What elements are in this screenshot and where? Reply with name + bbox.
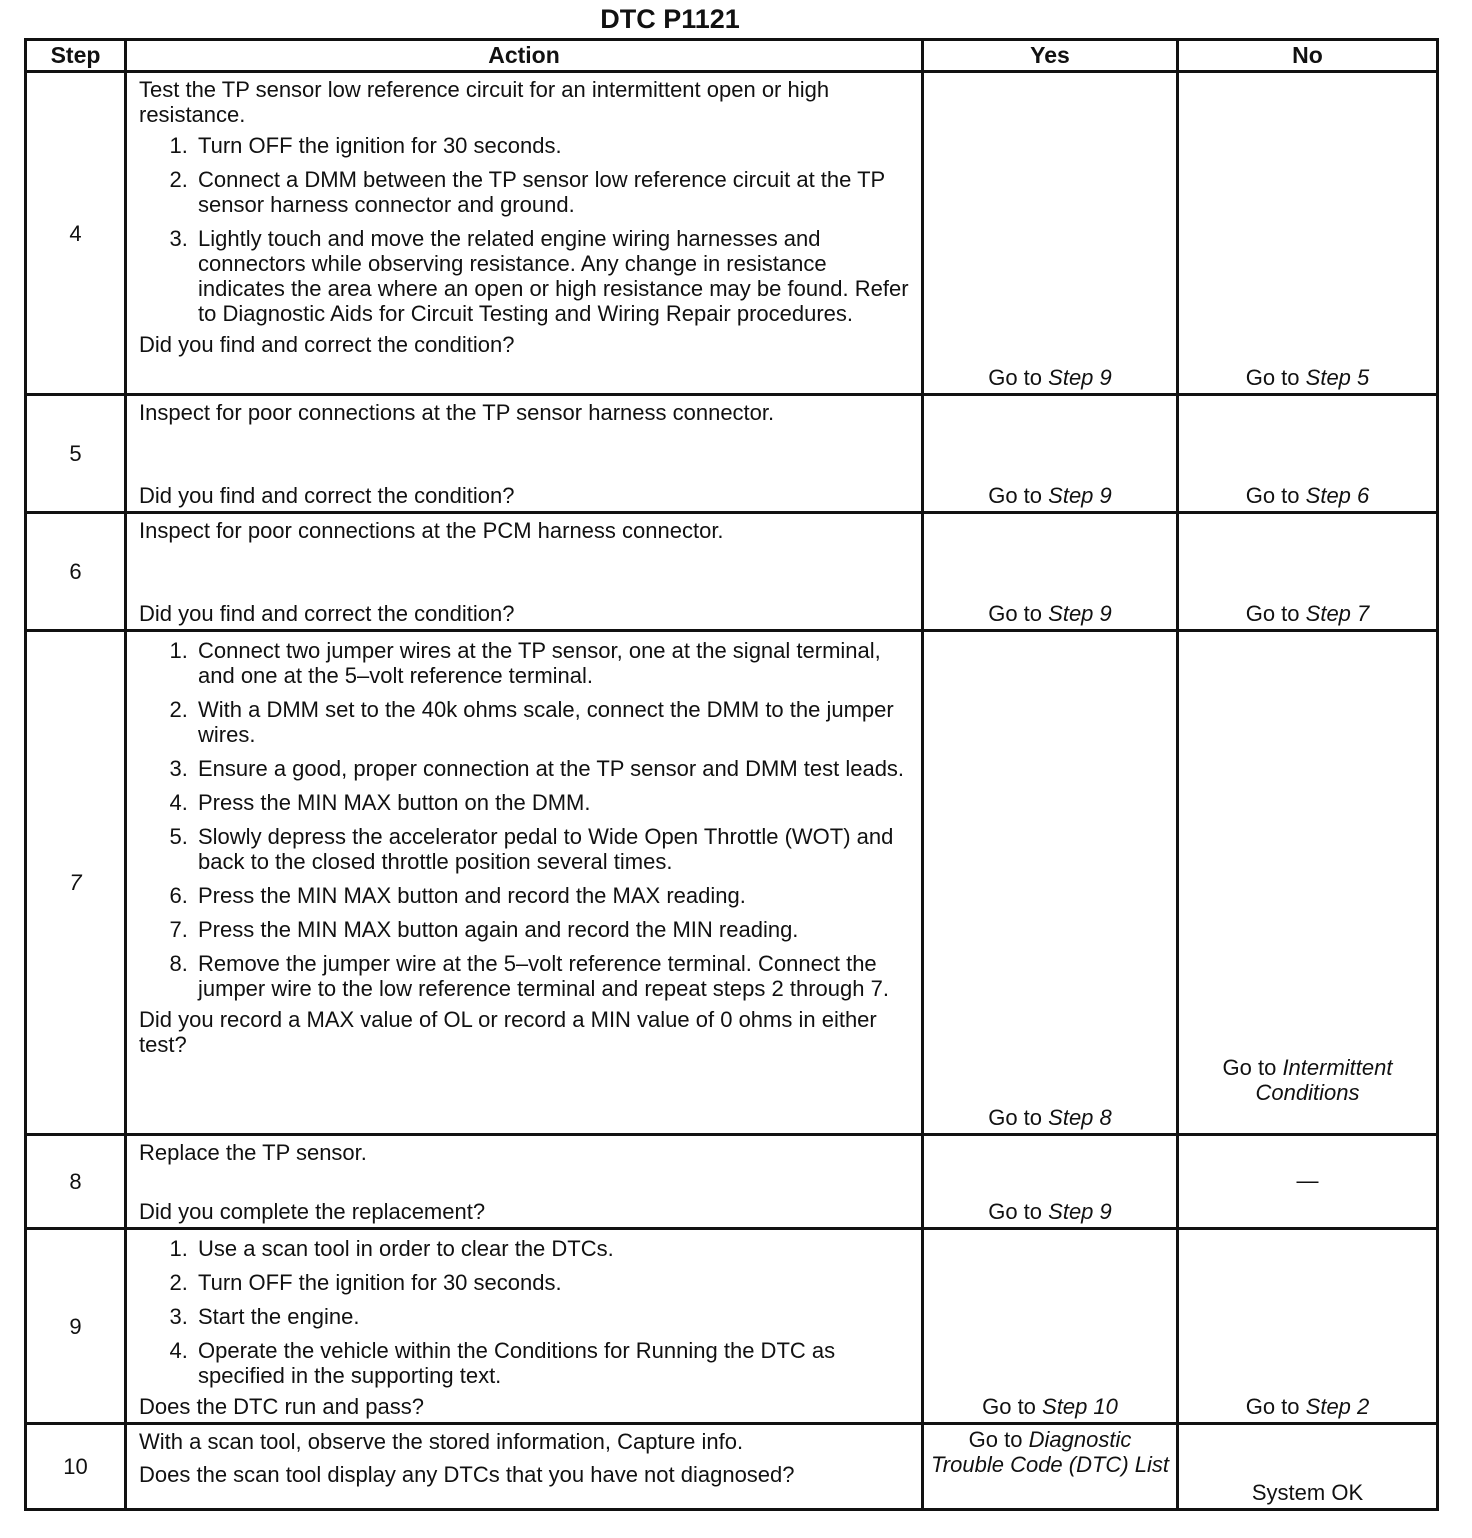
- no-link[interactable]: Step 7: [1305, 601, 1370, 626]
- yes-prefix: Go to: [982, 1394, 1036, 1419]
- action-steps: [139, 133, 911, 326]
- yes-prefix: Go to: [988, 483, 1043, 508]
- action-cell: [126, 72, 923, 395]
- action-steps: [139, 638, 911, 1001]
- yes-cell: [923, 1229, 1178, 1424]
- list-item: 3. Ensure a good, proper connection at the TP sensor and DMM test leads.: [194, 756, 911, 781]
- action-intro: Inspect for poor connections at the PCM harness connector.: [139, 518, 724, 543]
- list-item: 1. Use a scan tool in order to clear the DTCs.: [194, 1236, 911, 1261]
- list-item: 6. Press the MIN MAX button and record the MAX reading.: [194, 883, 911, 908]
- yes-prefix: Go to: [988, 1199, 1043, 1224]
- yes-cell: [923, 72, 1178, 395]
- list-item: 7. Press the MIN MAX button again and record the MIN reading.: [194, 917, 911, 942]
- no-prefix: Go to: [1245, 1394, 1300, 1419]
- no-cell: System OK: [1178, 1424, 1438, 1510]
- yes-cell: [923, 631, 1178, 1135]
- yes-link[interactable]: Diagnostic Trouble Code (DTC) List: [931, 1427, 1169, 1477]
- table-row: [26, 513, 1438, 631]
- action-intro: Test the TP sensor low reference circuit for an intermittent open or high resistance.: [139, 77, 830, 127]
- action-cell: [126, 395, 923, 513]
- list-item: 2. Connect a DMM between the TP sensor low reference circuit at the TP sensor harness connector and ground.: [194, 167, 911, 217]
- no-prefix: Go to: [1222, 1055, 1277, 1080]
- step-number: 9: [26, 1229, 126, 1424]
- no-prefix: Go to: [1245, 483, 1300, 508]
- list-item: 1. Turn OFF the ignition for 30 seconds.: [194, 133, 911, 158]
- yes-link[interactable]: Step 9: [1048, 365, 1112, 390]
- action-intro: With a scan tool, observe the stored information, Capture info.: [139, 1429, 744, 1454]
- yes-cell: [923, 1424, 1178, 1510]
- action-question: Does the scan tool display any DTCs that you have not diagnosed?: [139, 1462, 795, 1487]
- no-link[interactable]: Step 6: [1305, 483, 1370, 508]
- action-steps: [139, 1236, 911, 1388]
- yes-prefix: Go to: [988, 1105, 1043, 1130]
- action-cell: [126, 513, 923, 631]
- no-link[interactable]: Step 2: [1305, 1394, 1370, 1419]
- action-question: Does the DTC run and pass?: [139, 1394, 424, 1419]
- header-yes: Yes: [923, 40, 1178, 72]
- header-no: No: [1178, 40, 1438, 72]
- yes-cell: [923, 395, 1178, 513]
- step-number: 10: [26, 1424, 126, 1510]
- table-row: [26, 1135, 1438, 1229]
- action-question: Did you record a MAX value of OL or record a MIN value of 0 ohms in either test?: [139, 1007, 877, 1057]
- yes-prefix: Go to: [988, 601, 1043, 626]
- yes-cell: [923, 513, 1178, 631]
- no-prefix: Go to: [1245, 601, 1300, 626]
- no-prefix: Go to: [1245, 365, 1300, 390]
- header-action: Action: [126, 40, 923, 72]
- diagnostic-table: [24, 38, 1439, 1511]
- action-cell: [126, 1424, 923, 1510]
- action-intro: Replace the TP sensor.: [139, 1140, 367, 1165]
- table-row: [26, 1424, 1438, 1510]
- list-item: 3. Start the engine.: [194, 1304, 911, 1329]
- no-link[interactable]: Step 5: [1305, 365, 1370, 390]
- list-item: 8. Remove the jumper wire at the 5–volt reference terminal. Connect the jumper wire to the low reference terminal and repeat steps 2 through 7.: [194, 951, 911, 1001]
- no-cell: —: [1178, 1135, 1438, 1229]
- action-cell: [126, 1135, 923, 1229]
- step-number: 6: [26, 513, 126, 631]
- yes-link[interactable]: Step 9: [1048, 483, 1112, 508]
- document-title: DTC P1121: [600, 4, 740, 34]
- step-number: 4: [26, 72, 126, 395]
- yes-link[interactable]: Step 9: [1048, 1199, 1112, 1224]
- action-cell: [126, 631, 923, 1135]
- list-item: 4. Operate the vehicle within the Conditions for Running the DTC as specified in the supporting text.: [194, 1338, 911, 1388]
- action-intro: Inspect for poor connections at the TP sensor harness connector.: [139, 400, 775, 425]
- header-row: [26, 40, 1438, 72]
- action-question: Did you find and correct the condition?: [139, 601, 515, 626]
- list-item: 5. Slowly depress the accelerator pedal to Wide Open Throttle (WOT) and back to the closed throttle position several times.: [194, 824, 911, 874]
- list-item: 2. Turn OFF the ignition for 30 seconds.: [194, 1270, 911, 1295]
- no-cell: [1178, 513, 1438, 631]
- action-question: Did you find and correct the condition?: [139, 332, 515, 357]
- yes-cell: [923, 1135, 1178, 1229]
- table-row: [26, 72, 1438, 395]
- no-cell: [1178, 631, 1438, 1135]
- yes-prefix: Go to: [968, 1427, 1023, 1452]
- no-cell: [1178, 72, 1438, 395]
- action-cell: [126, 1229, 923, 1424]
- list-item: 4. Press the MIN MAX button on the DMM.: [194, 790, 911, 815]
- step-number: 5: [26, 395, 126, 513]
- table-row: [26, 395, 1438, 513]
- action-question: Did you find and correct the condition?: [139, 483, 515, 508]
- step-number: 8: [26, 1135, 126, 1229]
- list-item: 2. With a DMM set to the 40k ohms scale, connect the DMM to the jumper wires.: [194, 697, 911, 747]
- yes-prefix: Go to: [988, 365, 1043, 390]
- yes-link[interactable]: Step 10: [1042, 1394, 1118, 1419]
- action-question: Did you complete the replacement?: [139, 1199, 486, 1224]
- header-step: Step: [26, 40, 126, 72]
- no-cell: [1178, 395, 1438, 513]
- no-cell: [1178, 1229, 1438, 1424]
- table-row: [26, 631, 1438, 1135]
- step-number: 7: [26, 631, 126, 1135]
- table-row: [26, 1229, 1438, 1424]
- yes-link[interactable]: Step 9: [1048, 601, 1112, 626]
- yes-link[interactable]: Step 8: [1048, 1105, 1112, 1130]
- list-item: 3. Lightly touch and move the related engine wiring harnesses and connectors while observing resistance. Any change in resistance indicates the area where an open or high resistance may be found. Refer to Diagnostic Aids for Circuit Testing and Wiring Repair procedures.: [194, 226, 911, 326]
- no-link[interactable]: Intermittent Conditions: [1255, 1055, 1393, 1105]
- list-item: 1. Connect two jumper wires at the TP sensor, one at the signal terminal, and one at the 5–volt reference terminal.: [194, 638, 911, 688]
